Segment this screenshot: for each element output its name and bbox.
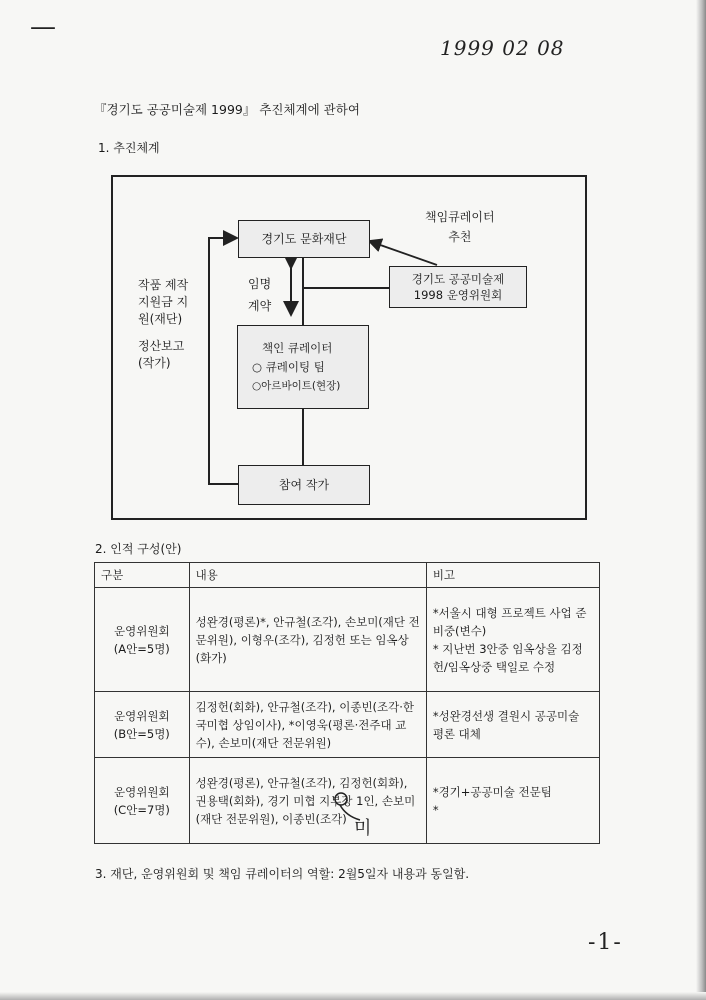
table-row <box>95 692 600 758</box>
handwritten-date: 1999 02 08 <box>440 36 565 60</box>
col-header-category: 구분 <box>95 563 190 588</box>
committee-box <box>389 266 527 308</box>
left-note2-line-2: (작가) <box>138 356 171 370</box>
section2-heading: 2. 인적 구성(안) <box>95 542 182 556</box>
row-category-line-2: (A안=5명) <box>113 641 170 656</box>
left-note <box>138 277 188 372</box>
appoint-line-1: 임명 <box>248 277 272 291</box>
handwritten-annotation: 미 <box>354 818 372 839</box>
row-note: *서울시 대형 프로젝트 사업 준비중(변수) * 지난번 3안중 임옥상을 김정헌/임옥상중 택일로 수정 <box>426 588 599 692</box>
row-category <box>95 588 190 692</box>
curator-parttime: ○아르바이트(현장) <box>252 379 341 392</box>
foundation-label: 경기도 문화재단 <box>261 231 347 246</box>
corner-mark: — <box>30 12 56 42</box>
row-category-line-2: (B안=5명) <box>113 726 170 741</box>
committee-line-2: 1998 운영위원회 <box>413 288 503 302</box>
left-note2-line-1: 정산보고 <box>138 339 185 353</box>
col-header-content: 내용 <box>189 563 426 588</box>
row-note: *경기+공공미술 전문팀 * <box>426 758 599 844</box>
artists-box <box>238 465 370 505</box>
left-note-line-3: 원(재단) <box>138 312 183 326</box>
row-category-line-1: 운영위원회 <box>114 708 170 723</box>
left-loop-arrow <box>209 238 239 484</box>
row-category-line-1: 운영위원회 <box>114 784 170 799</box>
artists-label: 참여 작가 <box>278 477 330 492</box>
left-note-line-2: 지원금 지 <box>138 295 189 309</box>
scan-edge-bottom <box>0 992 706 1000</box>
row-content: 성완경(평론)*, 안규철(조각), 손보미(재단 전문위원), 이형우(조각), 김정헌 또는 임옥상 (화가) <box>189 588 426 692</box>
foundation-box <box>238 220 370 258</box>
left-note-line-1: 작품 제작 <box>138 278 189 292</box>
annotation-stroke <box>330 790 370 824</box>
scan-edge-right <box>696 0 706 1000</box>
row-content: 성완경(평론), 안규철(조각), 김정헌(회화), 권용택(회화), 경기 미협 지부장 1인, 손보미(재단 전문위원), 이종빈(조각) <box>189 758 426 844</box>
curator-box <box>237 325 369 409</box>
table-header-row <box>95 563 600 588</box>
row-content: 김정헌(회화), 안규철(조각), 이종빈(조각·한국미협 상임이사), *이영욱(평론·전주대 교수), 손보미(재단 전문위원) <box>189 692 426 758</box>
row-note: *성완경선생 결원시 공공미술 평론 대체 <box>426 692 599 758</box>
col-header-note: 비고 <box>426 563 599 588</box>
recommend-line-1: 책임큐레이터 <box>425 210 495 224</box>
recommend-note <box>425 209 495 246</box>
row-category <box>95 758 190 844</box>
curator-team: ○ 큐레이팅 팀 <box>252 359 325 374</box>
committee-line-1: 경기도 공공미술제 <box>411 272 505 286</box>
table-row <box>95 588 600 692</box>
row-category <box>95 692 190 758</box>
page-number: -1- <box>588 930 623 955</box>
section1-heading: 1. 추진체계 <box>98 141 160 155</box>
row-category-line-2: (C안=7명) <box>113 802 170 817</box>
appoint-note <box>248 273 271 317</box>
recommend-line-2: 추천 <box>448 230 472 244</box>
section3-text: 3. 재단, 운영위원회 및 책임 큐레이터의 역할: 2월5일자 내용과 동일함. <box>95 867 470 881</box>
appoint-line-2: 계약 <box>248 299 272 313</box>
curator-title: 책인 큐레이터 <box>262 340 333 355</box>
row-category-line-1: 운영위원회 <box>114 623 170 638</box>
document-title: 『경기도 공공미술제 1999』 추진체계에 관하여 <box>94 102 360 117</box>
